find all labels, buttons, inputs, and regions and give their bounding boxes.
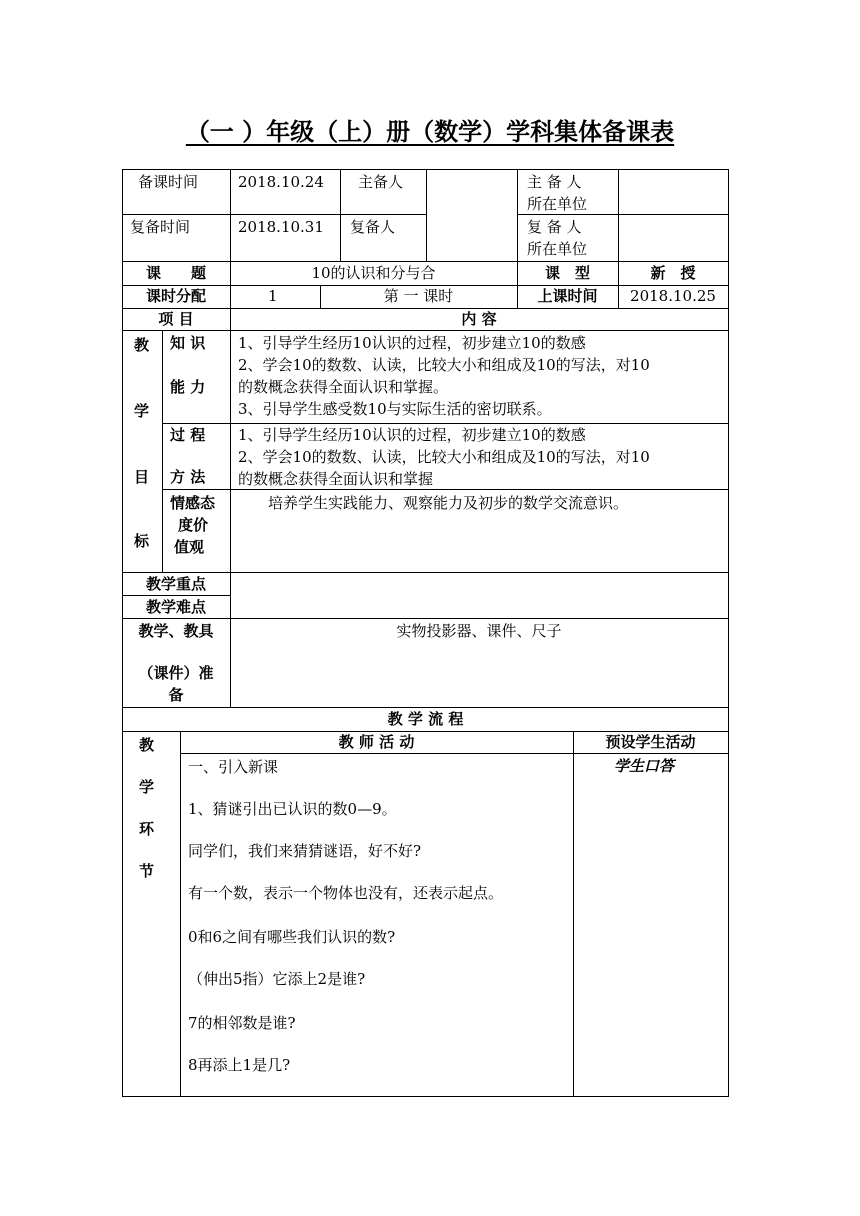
review-preparer-label: 复备人	[350, 218, 396, 236]
section-char: 节	[139, 862, 155, 880]
knowledge-label-2: 能 力	[170, 378, 206, 396]
main-unit-label-2: 所在单位	[527, 195, 588, 213]
teacher-line: 7的相邻数是谁?	[188, 1014, 296, 1032]
teacher-line: 同学们，我们来猜猜谜语，好不好?	[188, 842, 422, 860]
teacher-header: 教 师 活 动	[338, 733, 415, 751]
teacher-line: 0和6之间有哪些我们认识的数?	[188, 928, 396, 946]
content-label: 内 容	[461, 310, 497, 328]
period-value: 第 一 课时	[383, 287, 454, 305]
goals-char: 教	[134, 336, 150, 354]
hours-value: 1	[268, 287, 278, 305]
hours-label: 课时分配	[145, 287, 206, 305]
review-unit-label-2: 所在单位	[527, 240, 588, 258]
teacher-line: 一、引入新课	[188, 758, 279, 776]
tools-label: 教学、教具	[138, 622, 214, 640]
teacher-line: 有一个数，表示一个物体也没有，还表示起点。	[188, 884, 504, 902]
teacher-line: 8再添上1是几?	[188, 1056, 291, 1074]
goals-char: 目	[134, 468, 150, 486]
main-unit-label: 主 备 人	[527, 173, 582, 191]
topic-value: 10的认识和分与合	[311, 264, 436, 282]
knowledge-line: 的数概念获得全面认识和掌握。	[238, 378, 449, 396]
knowledge-line: 2、学会10的数数、认读，比较大小和组成及10的写法，对10	[238, 356, 650, 374]
emotion-text: 培养学生实践能力、观察能力及初步的数学交流意识。	[268, 494, 629, 512]
class-time-label: 上课时间	[537, 287, 598, 305]
student-note: 学生口答	[614, 757, 675, 775]
tools-label-3: 备	[168, 686, 184, 704]
goals-char: 标	[134, 532, 150, 550]
main-preparer-label: 主备人	[358, 173, 404, 191]
process-line: 2、学会10的数数、认读，比较大小和组成及10的写法，对10	[238, 448, 650, 466]
type-value: 新 授	[650, 264, 696, 282]
knowledge-label: 知 识	[170, 334, 206, 352]
process-line: 的数概念获得全面认识和掌握	[238, 470, 434, 488]
goals-char: 学	[134, 402, 150, 420]
tools-label-2: （课件）准	[138, 664, 214, 682]
emotion-label: 情感态	[170, 494, 216, 512]
review-time-label: 复备时间	[130, 218, 191, 236]
emotion-label-3: 值观	[174, 538, 205, 556]
page-title: （一 ）年级（上）册（数学）学科集体备课表	[185, 118, 675, 146]
topic-label: 课 题	[145, 264, 206, 282]
prep-time-value: 2018.10.24	[238, 173, 324, 191]
section-char: 环	[139, 820, 155, 838]
student-header: 预设学生活动	[605, 733, 696, 751]
tools-value: 实物投影器、课件、尺子	[396, 622, 562, 640]
teacher-line: （伸出5指）它添上2是谁?	[188, 970, 366, 988]
section-char: 学	[139, 778, 155, 796]
knowledge-line: 3、引导学生感受数10与实际生活的密切联系。	[238, 400, 552, 418]
process-line: 1、引导学生经历10认识的过程，初步建立10的数感	[238, 426, 586, 444]
difficulty-label: 教学难点	[145, 598, 206, 616]
knowledge-line: 1、引导学生经历10认识的过程，初步建立10的数感	[238, 334, 586, 352]
section-char: 教	[139, 736, 155, 754]
review-unit-label: 复 备 人	[527, 218, 582, 236]
review-time-value: 2018.10.31	[238, 218, 324, 236]
type-label: 课 型	[544, 264, 590, 282]
prep-time-label: 备课时间	[138, 173, 199, 191]
teacher-line: 1、猜谜引出已认识的数0—9。	[188, 800, 397, 818]
process-label-2: 方 法	[170, 468, 206, 486]
key-point-label: 教学重点	[145, 575, 206, 593]
flow-title: 教 学 流 程	[387, 710, 464, 728]
class-time-value: 2018.10.25	[630, 287, 716, 305]
process-label: 过 程	[170, 426, 206, 444]
emotion-label-2: 度价	[178, 516, 209, 534]
item-label: 项 目	[158, 310, 194, 328]
